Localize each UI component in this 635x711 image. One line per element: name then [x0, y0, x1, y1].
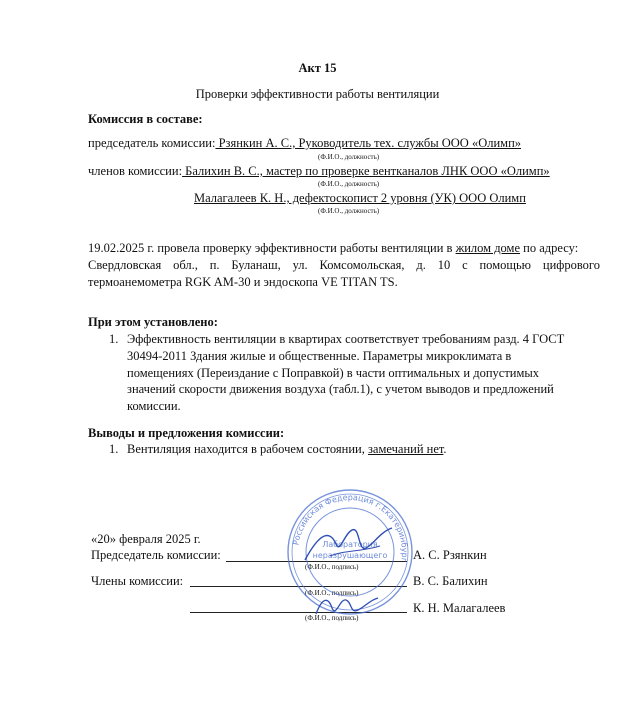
stamp-ring-text: Российская Федерация г.Екатеринбург	[291, 492, 410, 563]
sign-chair-label: Председатель комиссии:	[91, 548, 221, 562]
member2-caption: (Ф.И.О., должность)	[318, 207, 380, 215]
member2-signature	[312, 592, 382, 620]
conclusion1	[127, 441, 447, 457]
chair-caption: (Ф.И.О., должность)	[318, 153, 380, 161]
chair-label: председатель комиссии:	[88, 136, 216, 150]
chair-signature	[300, 522, 400, 568]
item1-line-2: 30494-2011 Здания жилые и общественные. Параметры микроклимата в	[127, 349, 512, 363]
chair-value: Рзянкин А. С., Руководитель тех. службы ООО «Олимп»	[215, 136, 522, 150]
member1-caption: (Ф.И.О., должность)	[318, 180, 380, 188]
commission-heading: Комиссия в составе:	[88, 112, 203, 126]
conclusion1-end: .	[443, 442, 447, 456]
stamp-center-line-1: Лаборатория	[322, 540, 378, 549]
member1-row	[88, 163, 550, 179]
sign-member1-name: В. С. Балихин	[413, 574, 488, 588]
paragraph-line-1	[88, 240, 578, 256]
item1-number: 1.	[109, 332, 119, 346]
chair-row	[88, 135, 521, 151]
sign-chair-caption: (Ф.И.О., подпись)	[305, 563, 359, 571]
members-label: членов комиссии:	[88, 164, 183, 178]
sign-members-label: Члены комиссии:	[91, 574, 184, 588]
conclusion1-number: 1.	[109, 442, 119, 456]
member1-value: Балихин В. С., мастер по проверке вентканалов ЛНК ООО «Олимп»	[182, 164, 550, 178]
item1-line-5: комиссии.	[127, 399, 181, 413]
document-title: Акт 15	[298, 61, 337, 75]
paragraph-line-3: термоанемометра RGK AM-30 и эндоскопа VE TITAN TS.	[88, 275, 398, 289]
sign-member2-name: К. Н. Малагалеев	[413, 601, 506, 615]
paragraph-line-2: Свердловская обл., п. Буланаш, ул. Комсомольская, д. 10 с помощью цифрового	[88, 258, 600, 272]
sign-member2-caption: (Ф.И.О., подпись)	[305, 614, 359, 622]
paragraph-underlined: жилом доме	[455, 241, 521, 255]
item1-line-1: Эффективность вентиляции в квартирах соответствует требованиям разд. 4 ГОСТ	[127, 332, 565, 346]
conclusions-heading: Выводы и предложения комиссии:	[88, 426, 285, 440]
sign-chair-name: А. С. Рзянкин	[413, 548, 487, 562]
document-subtitle: Проверки эффективности работы вентиляции	[195, 87, 440, 101]
conclusion1-text: Вентиляция находится в рабочем состоянии,	[127, 442, 368, 456]
established-heading: При этом установлено:	[88, 315, 218, 329]
paragraph-line-1-text: 19.02.2025 г. провела проверку эффективности работы вентиляции в	[88, 241, 456, 255]
date-line: «20» февраля 2025 г.	[91, 532, 201, 546]
item1-line-3: помещениях (Переиздание с Поправкой) в части оптимальных и допустимых	[127, 366, 540, 380]
item1-line-4: значений скорости движения воздуха (табл.1), с учетом выводов и предложений	[127, 382, 554, 396]
stamp-center-line-2: неразрушающего	[312, 551, 388, 560]
sign-member1-caption: (Ф.И.О., подпись)	[305, 589, 359, 597]
member2-value: Малагалеев К. Н., дефектоскопист 2 уровня (УК) ООО Олимп	[194, 191, 526, 205]
paragraph-line-1-end: по адресу:	[520, 241, 579, 255]
conclusion1-underlined: замечаний нет	[367, 442, 444, 456]
